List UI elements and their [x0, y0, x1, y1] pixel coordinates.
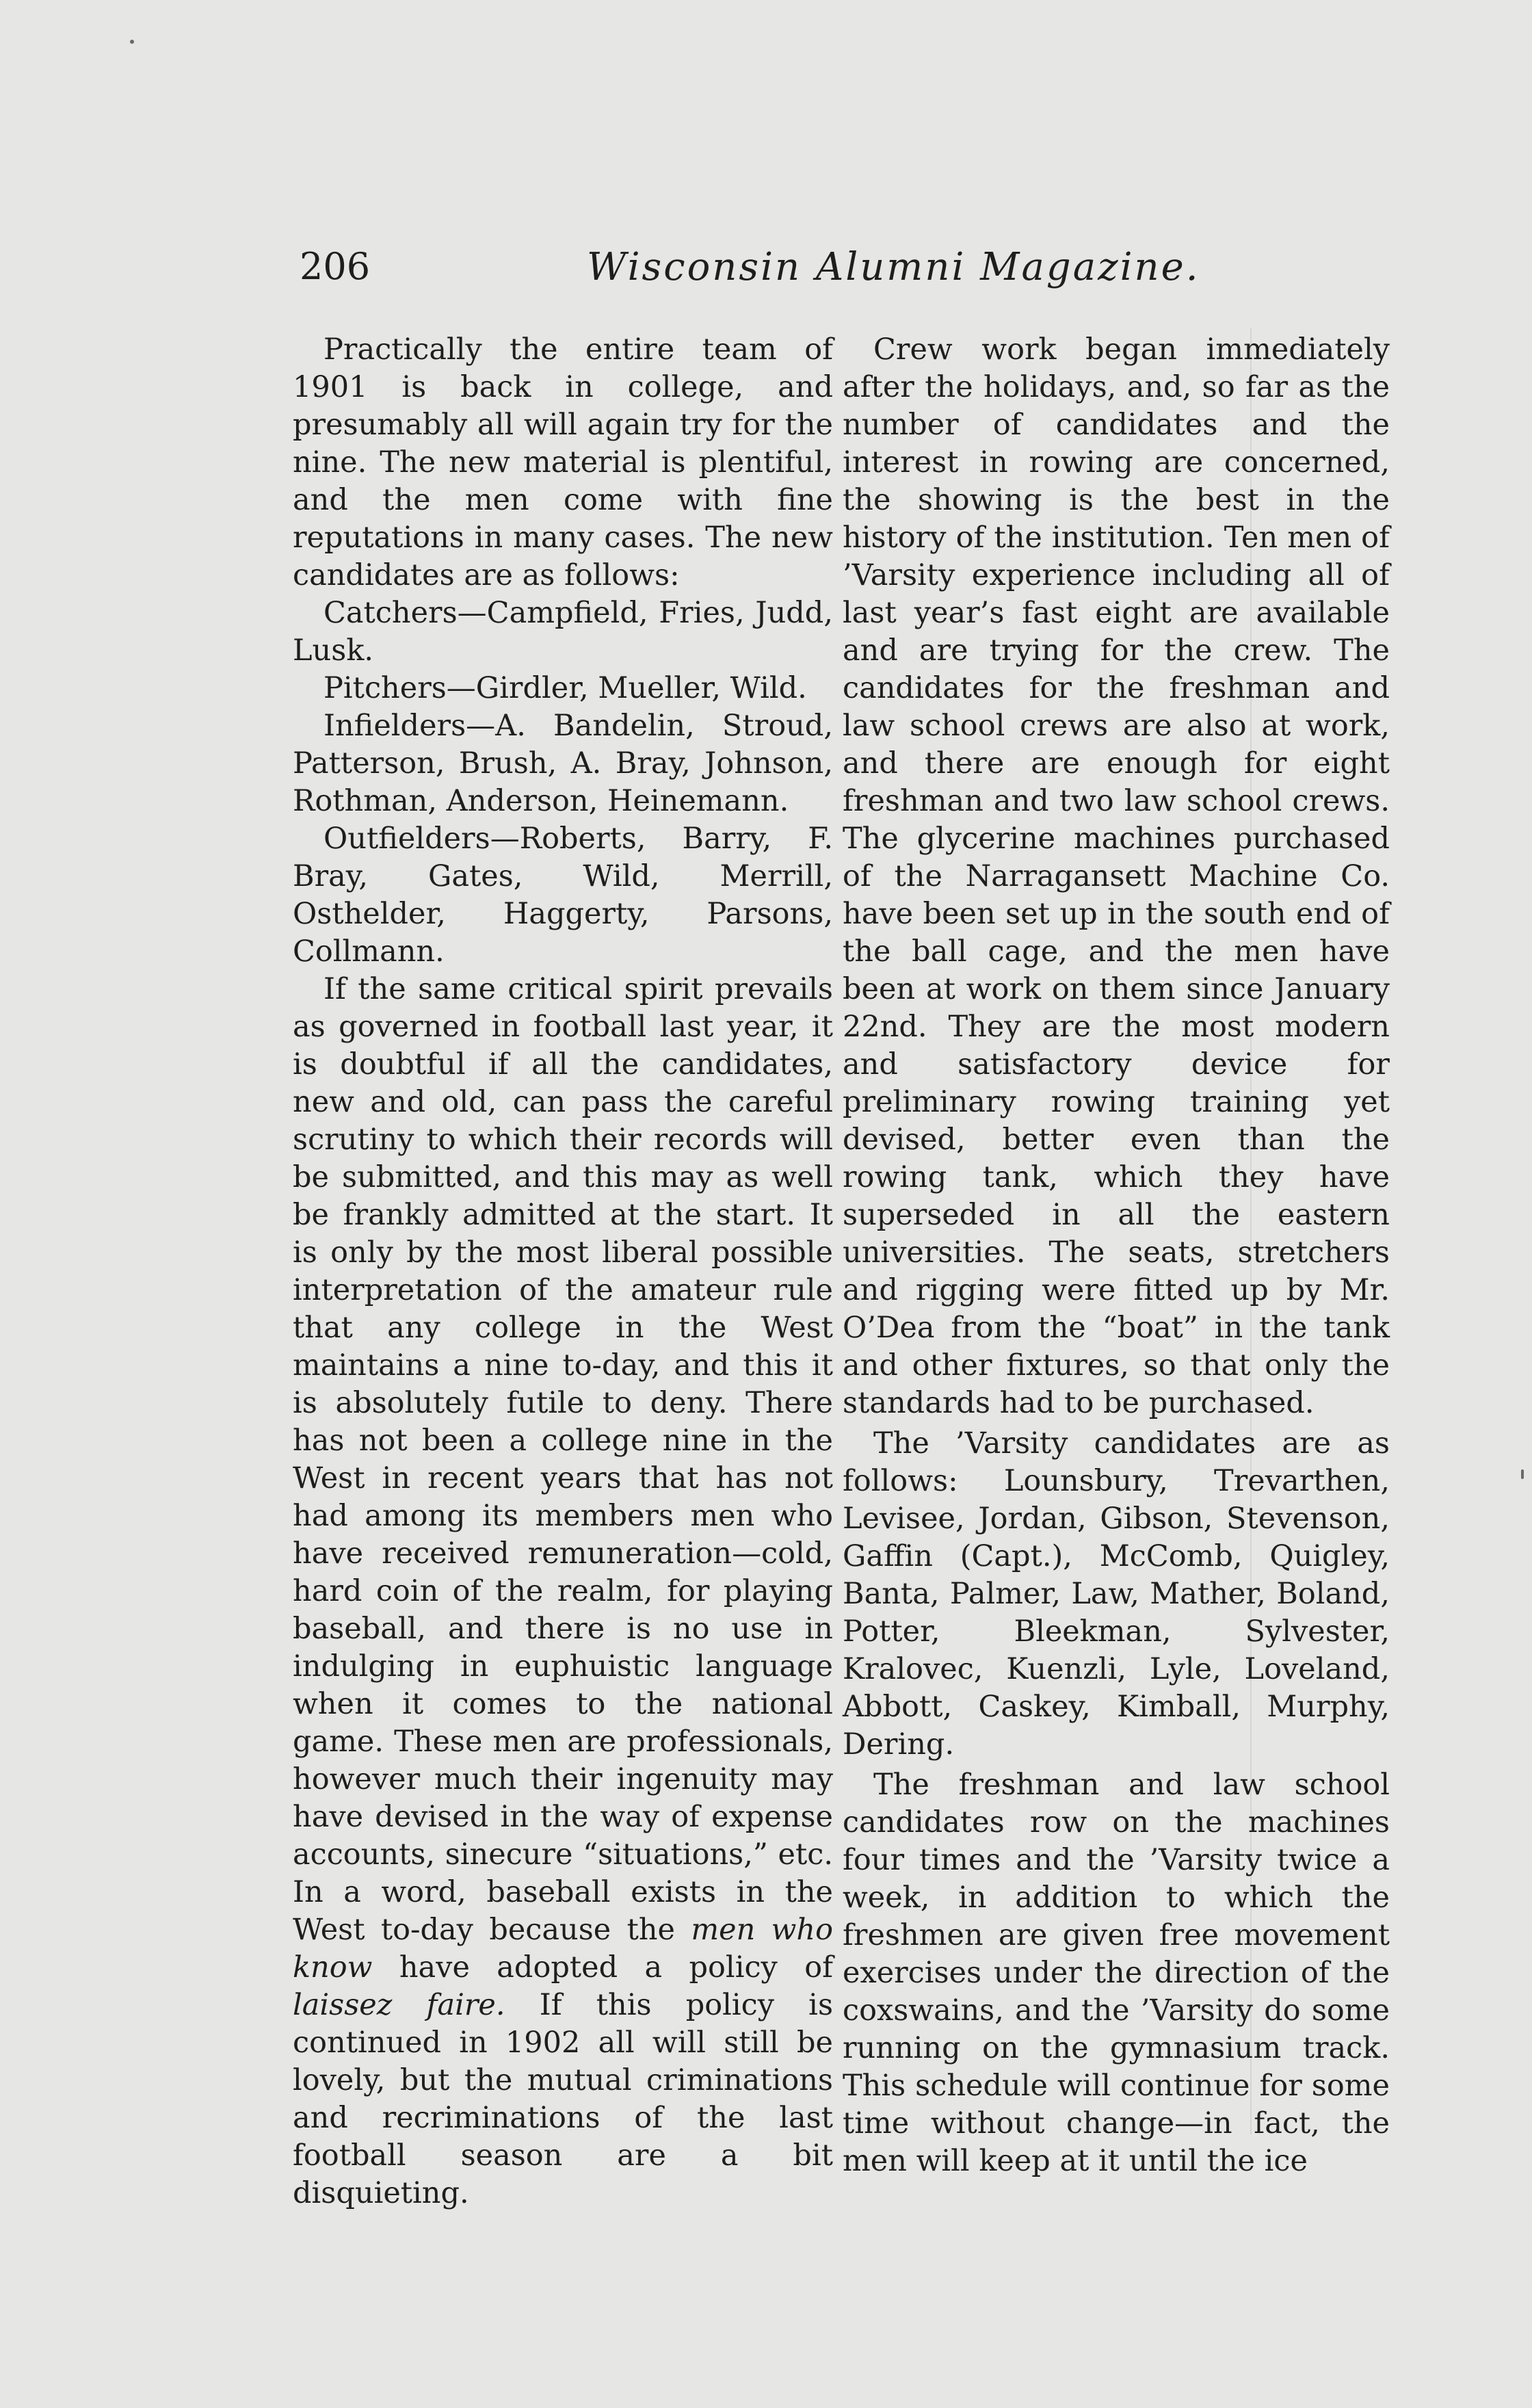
right-column — [843, 331, 1390, 2180]
schedule-paragraph: The freshman and law school candidates row on the machines four times and the ’Varsity twice a week, in addition to which the freshmen are given free movement exercises under the direction of the coxswains, and the ’Varsity do some running on the gymnasium track. This schedule will continue for some time without change—in fact, the men will keep at it until the ice — [843, 1768, 1390, 2178]
catchers-list: Catchers—Campfield, Fries, Judd, Lusk. — [293, 596, 833, 668]
left-column — [293, 331, 833, 2212]
pitchers-list: Pitchers—Girdler, Mueller, Wild. — [323, 671, 807, 705]
page-speck — [1521, 1469, 1524, 1479]
italic-phrase: laissez faire. — [293, 1988, 505, 2022]
infielders-list: Infielders—A. Bandelin, Stroud, Patterson, Brush, A. Bray, Johnson, Rothman, Anderson, Heinemann. — [293, 709, 833, 818]
page-number: 206 — [300, 245, 371, 288]
italic-phrase: men who know — [293, 1913, 833, 1985]
outfielders-list: Outfielders—Roberts, Barry, F. Bray, Gates, Wild, Merrill, Osthelder, Haggerty, Parsons, Collmann. — [293, 822, 833, 969]
paragraph-text: If the same critical spirit prevails as governed in football last year, it is doubtful if all the candidates, new and old, can pass the careful scrutiny to which their records will be submitted, and this may as well be frankly admitted at the start. It is only by the most liberal possible interpretation of the amateur rule that any college in the West maintains a nine to-day, and this it is absolutely futile to deny. There has not been a college nine in the West in recent years that has not had among its members men who have received remuneration—cold, hard coin of the realm, for playing baseball, and there is no use in indulging in euphuistic language when it comes to the national game. These men are professionals, however much their ingenuity may have devised in the way of expense accounts, sinecure “situations,” etc. In a word, baseball exists in the West to-day because the — [293, 972, 833, 1947]
amateur-rule-paragraph — [293, 971, 833, 2212]
page-speck — [130, 40, 134, 44]
paragraph-text: If this policy is continued in 1902 all will still be lovely, but the mutual criminations and recriminations of the last football season are a bit disquieting. — [293, 1988, 834, 2210]
running-title: Wisconsin Alumni Magazine. — [587, 245, 1200, 289]
intro-paragraph: Practically the entire team of 1901 is back in college, and presumably all will again try for the nine. The new material is plentiful, and the men come with fine reputations in many cases. The new candidates are as follows: — [293, 332, 833, 592]
varsity-candidates-paragraph: The ’Varsity candidates are as follows: Lounsbury, Trevarthen, Levisee, Jordan, Gibson, Stevenson, Gaffin (Capt.), McComb, Quigley, Banta, Palmer, Law, Mather, Boland, Potter, Bleekman, Sylvester, Kralovec, Kuenzli, Lyle, Loveland, Abbott, Caskey, Kimball, Murphy, Dering. — [843, 1426, 1390, 1762]
crew-work-paragraph: Crew work began immediately after the holidays, and, so far as the number of candidates and the interest in rowing are concerned, the showing is the best in the history of the institution. Ten men of ’Varsity experience including all of last year’s fast eight are available and are trying for the crew. The candidates for the freshman and law school crews are also at work, and there are enough for eight freshman and two law school crews. The glycerine machines purchased of the Narragansett Machine Co. have been set up in the south end of the ball cage, and the men have been at work on them since January 22nd. They are the most modern and satisfactory device for preliminary rowing training yet devised, better even than the rowing tank, which they have superseded in all the eastern universities. The seats, stretchers and rigging were fitted up by Mr. O’Dea from the “boat” in the tank and other fixtures, so that only the standards had to be purchased. — [843, 332, 1390, 1420]
paragraph-text: have adopted a policy of — [399, 1950, 833, 1985]
